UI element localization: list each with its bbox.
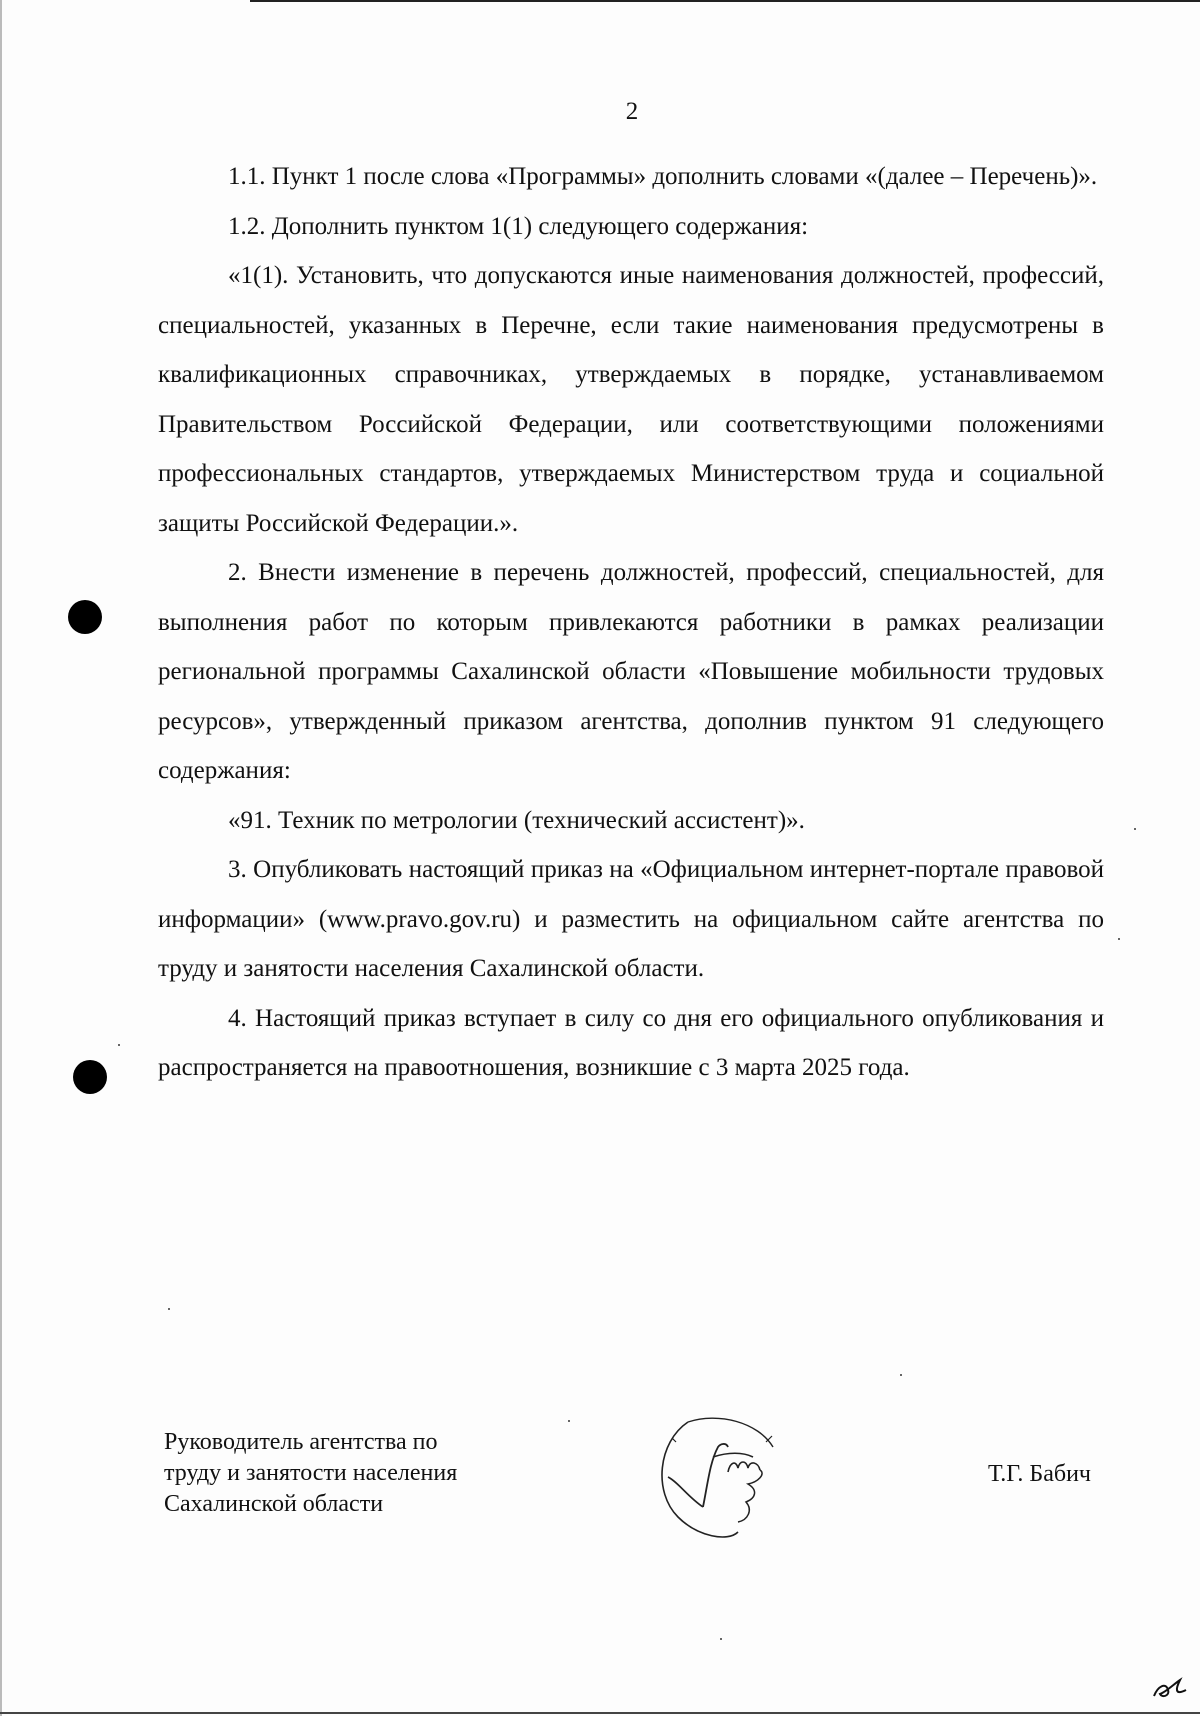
- scan-speck: [1134, 828, 1136, 830]
- signatory-name: Т.Г. Бабич: [988, 1461, 1091, 1487]
- scan-speck: [900, 1374, 902, 1376]
- paragraph-2: 2. Внести изменение в перечень должностей, профессий, специальностей, для выполнения работ по которым привлекаются работники в рамках реализации региональной программы Сахалинской области «Повышение мобильности трудовых ресурсов», утвержденный приказом агентства, дополнив пунктом 91 следующего содержания:: [158, 559, 1104, 784]
- scan-speck: [1118, 938, 1120, 940]
- paragraph-4: 4. Настоящий приказ вступает в силу со дня его официального опубликования и распространяется на правоотношения, возникшие с 3 марта 2025 года.: [158, 1004, 1104, 1081]
- paragraph-1-1: 1.1. Пункт 1 после слова «Программы» дополнить словами «(далее – Перечень)».: [228, 163, 1098, 190]
- handwritten-page-mark: [1150, 1672, 1190, 1702]
- paragraph-1-1-quote: «1(1). Установить, что допускаются иные наименования должностей, профессий, специальностей, указанных в Перечне, если такие наименования предусмотрены в квалификационных справочниках, утверждаемых в порядке, устанавливаемом Правительством Российской Федерации, или соответствующими положениями профессиональных стандартов, утверждаемых Министерством труда и социальной защиты Российской Федерации.».: [158, 262, 1104, 537]
- scan-speck: [720, 1638, 722, 1640]
- paragraph-3: 3. Опубликовать настоящий приказ на «Официальном интернет-портале правовой информации» (www.pravo.gov.ru) и разместить на официальном сайте агентства по труду и занятости населения Сахалинской области.: [158, 856, 1104, 982]
- paragraph-91-quote: «91. Техник по метрологии (технический ассистент)».: [228, 806, 805, 834]
- punch-hole-lower: [73, 1060, 107, 1094]
- handwritten-signature: [648, 1402, 798, 1552]
- paragraph-1-2: 1.2. Дополнить пунктом 1(1) следующего содержания:: [228, 212, 809, 240]
- signatory-position: [164, 1427, 457, 1520]
- scan-edge-left: [0, 0, 2, 1716]
- punch-hole-upper: [68, 600, 102, 634]
- signatory-position-line: труду и занятости населения: [164, 1460, 458, 1486]
- scan-speck: [568, 1420, 570, 1422]
- scan-edge-bottom: [0, 1712, 1200, 1714]
- page-number: 2: [625, 98, 639, 125]
- scan-edge-top: [250, 0, 1200, 2]
- document-body: [158, 152, 1104, 1093]
- scan-speck: [168, 1308, 170, 1310]
- signatory-position-line: Руководитель агентства по: [164, 1429, 438, 1455]
- scan-speck: [118, 1044, 120, 1046]
- signatory-position-line: Сахалинской области: [164, 1491, 384, 1517]
